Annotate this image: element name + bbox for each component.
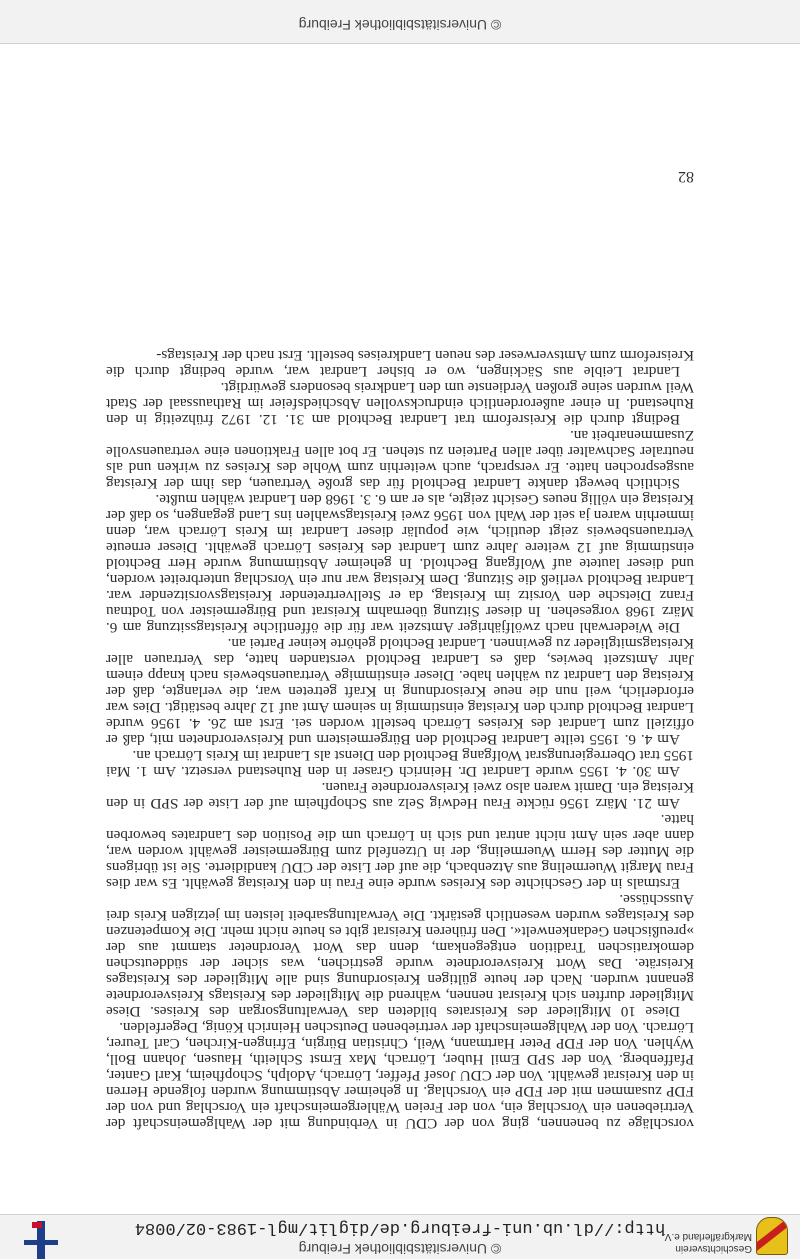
paragraph: Landrat Leible aus Säckingen, wo er bisher Landrat war, wurde bedingt durch die Kreisreform zum Amtsverweser des neuen Landkreises bestellt. Erst nach der Kreistags- xyxy=(106,347,694,380)
page-number: 82 xyxy=(678,168,694,185)
viewer-footer-bar xyxy=(0,0,800,44)
source-url-link[interactable]: http://dl.ub.uni-freiburg.de/diglit/mgl-1983-02/0084 xyxy=(134,1218,666,1237)
viewer-header-bar xyxy=(0,1214,800,1259)
paragraph: Am 4. 6. 1955 teilte Landrat Bechtold den Bürgermeistern und Kreisverordneten mit, daß er offiziell zum Landrat des Kreises Lörrach bestellt worden sei. Erst am 26. 4. 1956 wurde Landrat Bechtold durch den Kreistag einstimmig in seinem Amt auf 12 Jahre bestätigt. Dies war erforderlich, weil nun die neue Kreisordnung in Kraft getreten war, die verlangte, daß der Kreistag den Landrat zu wählen habe. Dieser einstimmige Vertrauensbeweis nach knapp einem Jahr Amtszeit bewies, daß es Landrat Bechtold verstanden hatte, das Vertrauen aller Kreistagsmitglieder zu gewinnen. Landrat Bechtold gehörte keiner Partei an. xyxy=(106,635,694,748)
paragraph: Sichtlich bewegt dankte Landrat Bechtold für das große Vertrauen, das ihm der Kreistag ausgesprochen hatte. Er versprach, auch weiterhin zum Wohle des Kreises zu wirken und als neutraler Sachwalter über allen Parteien zu stehen. Er bot allen Fraktionen eine vertrauensvolle Zusammenarbeit an. xyxy=(106,427,694,492)
paragraph: Diese 10 Mitglieder des Kreisrates bildeten das Verwaltungsorgan des Kreises. Diese Mitglieder durften sich Kreisrat nennen, während die Mitglieder des Kreistags Kreisverordnete genannt wurden. Nach der heute gültigen Kreisordnung sind alle Mitglieder des Kreistages Kreisräte. Das Wort Kreisverordnete wurde gestrichen, was sicher der süddeutschen demokratischen Tradition entgegenkam, denn das Wort Verordneter stammt aus der »preußischen Gedankenwelt«. Den früheren Kreisrat gibt es heute nicht mehr. Die Kompetenzen des Kreistages wurden wesentlich gestärkt. Die Verwaltungsarbeit leisten im jetzigen Kreis drei Ausschüsse. xyxy=(106,891,694,1020)
footer-copyright: © Universitätsbibliothek Freiburg xyxy=(298,17,502,33)
copyright-line: © Universitätsbibliothek Freiburg xyxy=(298,1241,502,1257)
paragraph: Am 30. 4. 1955 wurde Landrat Dr. Heinrich Graser in den Ruhestand versetzt. Am 1. Mai 1955 trat Oberregierungsrat Wolfgang Bechtold den Dienst als Landrat im Kreis Lörrach an. xyxy=(106,747,694,780)
society-line-1: Geschichtsverein xyxy=(675,1243,752,1254)
article-body xyxy=(106,347,694,1131)
digital-library-icon xyxy=(24,1215,58,1259)
paragraph: Die Wiederwahl nach zwölfjähriger Amtszeit war für die öffentliche Kreistagssitzung am 6. März 1968 vorgesehen. In dieser Sitzung übernahm Kreisrat und Bürgermeister von Todtnau Franz Dietsche den Vorsitz im Kreistag, da er Stellvertretender Kreistagsvorsitzender war. Landrat Bechtold verließ die Sitzung. Dem Kreistag war nur ein Vorschlag unterbreitet worden, und dieser lautete auf Wolfgang Bechtold. In geheimer Abstimmung wurde Herr Bechtold einstimmig auf 12 weitere Jahre zum Landrat des Kreises Lörrach gewählt. Dieser erneute Vertrauensbeweis zeigt deutlich, wie populär dieser Landrat im Kreis Lörrach war, denn immerhin waren ja seit der Wahl von 1956 zwei Kreistagswahlen ins Land gegangen, so daß der Kreistag ein völlig neues Gesicht zeigte, als er am 6. 3. 1968 den Landrat wählen mußte. xyxy=(106,491,694,636)
paragraph: Erstmals in der Geschichte des Kreises wurde eine Frau in den Kreistag gewählt. Es war dies Frau Margit Wuermeling aus Atzenbach, die auf der Liste der CDU kandidierte. Sie ist übrigens die Mutter des Herrn Wuermeling, der in Utzenfeld zum Bürgermeister gewählt worden war, dann aber sein Amt nicht antrat und sich in Lörrach um die Position des Landrates beworben hatte. xyxy=(106,811,694,892)
society-line-2: Markgräflerland e.V. xyxy=(662,1231,752,1242)
paragraph: Am 21. März 1956 rückte Frau Hedwig Selz aus Schopfheim auf der Liste der SPD in den Kreistag ein. Damit waren also zwei Kreisverordnete Frauen. xyxy=(106,779,694,812)
paragraph: vorschläge zu benennen, ging von der CDU in Verbindung mit der Wahlgemeinschaft der Vertriebenen ein Vorschlag ein, von der Freien Wählergemeinschaft ein Vorschlag und von der FDP zusammen mit der FDP ein Vorschlag. In geheimer Abstimmung wurden folgende Herren in den Kreisrat gewählt. Von der CDU Josef Pfeffer, Lörrach, Adolph, Schopfheim, Karl Ganter, Pfaffenberg. Von der SPD Emil Huber, Lörrach, Max Ernst Schleith, Hausen, Johann Boll, Wyhlen. Von der FDP Peter Hartmann, Weil, Christian Bürgin, Efringen-Kirchen, Carl Teurer, Lörrach. Von der Wahlgemeinschaft der vertriebenen Deutschen Heinrich König, Degerfelden. xyxy=(106,1019,694,1132)
paragraph: Bedingt durch die Kreisreform trat Landrat Bechtold am 31. 12. 1972 frühzeitig in den Ruhestand. In einer außerordentlich eindrucksvollen Abschiedsfeier im Rathaussaal der Stadt Weil wurden seine großen Verdienste um den Landkreis besonders gewürdigt. xyxy=(106,379,694,428)
